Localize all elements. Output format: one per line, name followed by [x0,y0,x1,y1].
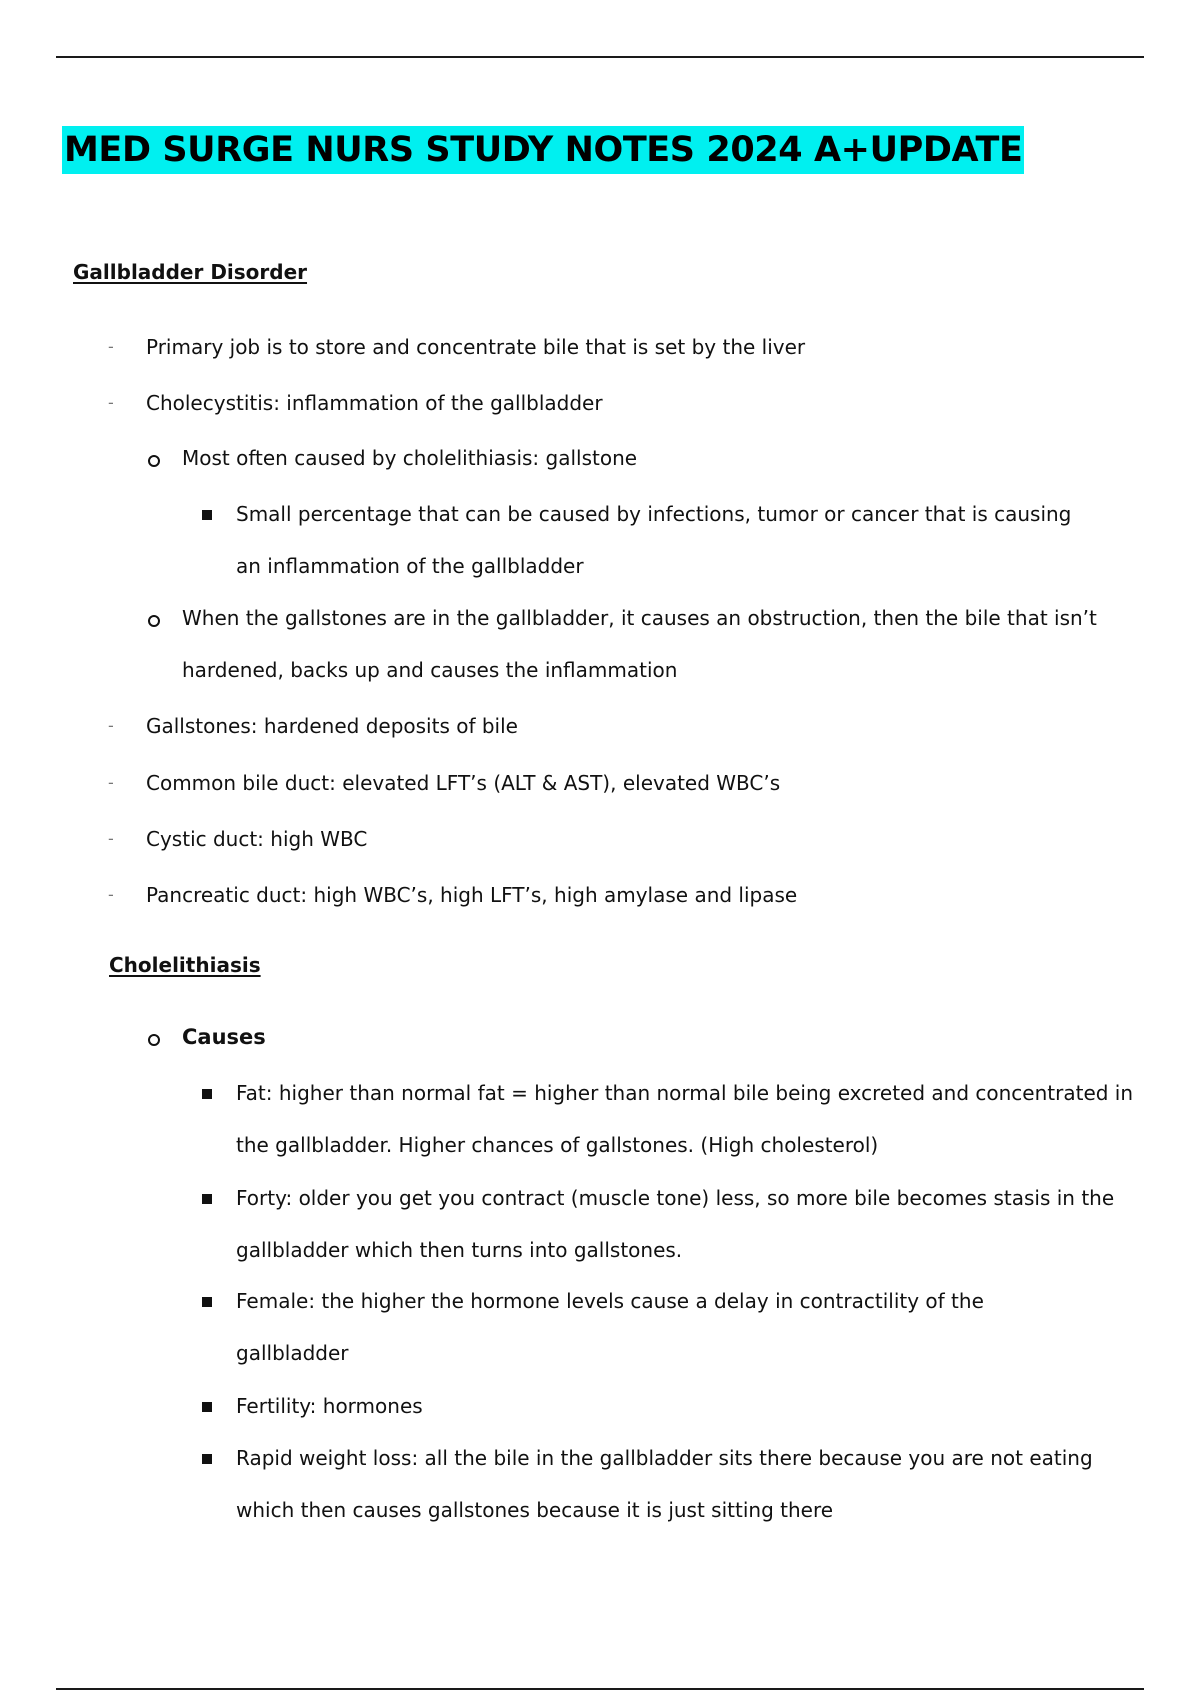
dash-bullet-icon: - [108,773,114,792]
list-item: Small percentage that can be caused by infections, tumor or cancer that is causing an inflammation of the gallbladder [236,488,1096,592]
list-item: Fat: higher than normal fat = higher than normal bile being excreted and concentrated in the gallbladder. Higher chances of gallstones. (High cholesterol) [236,1067,1136,1171]
square-bullet-icon [202,1454,212,1464]
footer-rule [56,1688,1144,1690]
section-heading-cholelithiasis: Cholelithiasis [109,953,261,977]
list-item: - Cystic duct: high WBC [146,813,1146,865]
list-item: When the gallstones are in the gallbladder, it causes an obstruction, then the bile that isn’t hardened, backs up and causes the inflammation [182,592,1152,696]
square-bullet-icon [202,1402,212,1412]
section-heading-gallbladder: Gallbladder Disorder [73,260,308,284]
circle-bullet-icon [148,615,160,627]
dash-bullet-icon: - [108,393,114,412]
circle-bullet-icon [148,1034,160,1046]
list-item: Causes [182,1011,1152,1063]
document-title: MED SURGE NURS STUDY NOTES 2024 A+UPDATE [62,126,1024,174]
header-rule [56,56,1144,58]
dash-bullet-icon: - [108,885,114,904]
square-bullet-icon [202,1194,212,1204]
list-item: Fertility: hormones [236,1380,1136,1432]
list-item: Most often caused by cholelithiasis: gallstone [182,432,1152,484]
list-item: - Cholecystitis: inflammation of the gallbladder [146,377,1146,429]
list-item: - Pancreatic duct: high WBC’s, high LFT’s, high amylase and lipase [146,869,1146,921]
list-item: Forty: older you get you contract (muscle tone) less, so more bile becomes stasis in the gallbladder which then turns into gallstones. [236,1172,1136,1276]
dash-bullet-icon: - [108,829,114,848]
circle-bullet-icon [148,455,160,467]
dash-bullet-icon: - [108,716,114,735]
list-item: Rapid weight loss: all the bile in the gallbladder sits there because you are not eating which then causes gallstones because it is just sitting there [236,1432,1136,1536]
list-item: - Primary job is to store and concentrate bile that is set by the liver [146,321,1146,373]
list-item: - Common bile duct: elevated LFT’s (ALT & AST), elevated WBC’s [146,757,1146,809]
list-item: - Gallstones: hardened deposits of bile [146,700,1146,752]
square-bullet-icon [202,1297,212,1307]
square-bullet-icon [202,1089,212,1099]
square-bullet-icon [202,510,212,520]
list-item: Female: the higher the hormone levels cause a delay in contractility of the gallbladder [236,1275,1096,1379]
dash-bullet-icon: - [108,337,114,356]
